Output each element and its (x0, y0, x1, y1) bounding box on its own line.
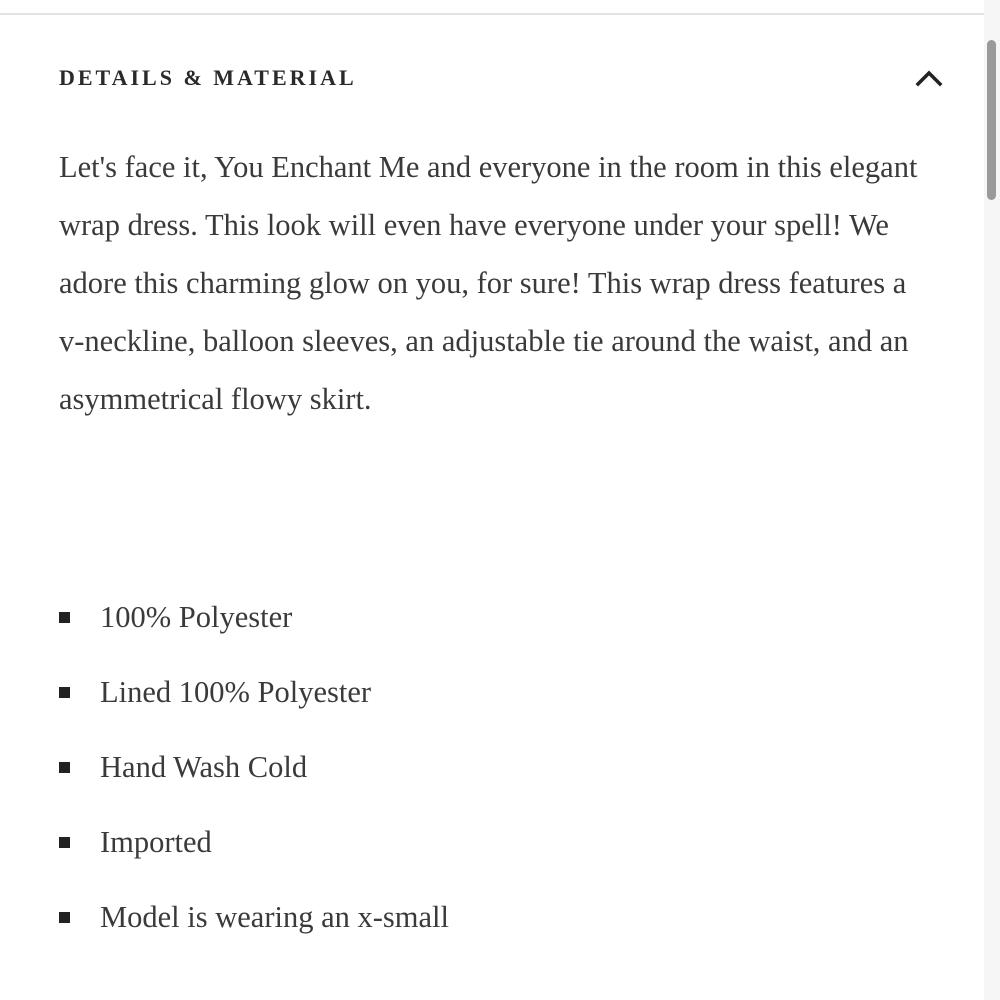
list-item-text: 100% Polyester (100, 600, 293, 634)
list-item-text: Hand Wash Cold (100, 750, 308, 784)
bullet-icon (59, 687, 70, 698)
list-item-text: Lined 100% Polyester (100, 675, 372, 709)
details-list (59, 580, 449, 955)
list-item-text: Model is wearing an x-small (100, 900, 449, 934)
product-description: Let's face it, You Enchant Me and everyone in the room in this elegant wrap dress. This look will even have everyone under your spell! We adore this charming glow on you, for sure! This wrap dress features a v-neckline, balloon sleeves, an adjustable tie around the waist, and an asymmetrical flowy skirt. (59, 150, 918, 416)
accordion-title: DETAILS & MATERIAL (59, 65, 357, 90)
list-item (59, 730, 449, 805)
scrollbar-track[interactable] (984, 0, 1000, 1000)
list-item (59, 655, 449, 730)
bullet-icon (59, 837, 70, 848)
section-divider (0, 13, 984, 15)
bullet-icon (59, 912, 70, 923)
scrollbar-thumb[interactable] (987, 40, 996, 200)
list-item (59, 880, 449, 955)
details-accordion-toggle[interactable] (59, 58, 949, 98)
list-item (59, 580, 449, 655)
chevron-up-icon[interactable] (915, 64, 943, 92)
list-item-text: Imported (100, 825, 212, 859)
bullet-icon (59, 612, 70, 623)
list-item (59, 805, 449, 880)
bullet-icon (59, 762, 70, 773)
